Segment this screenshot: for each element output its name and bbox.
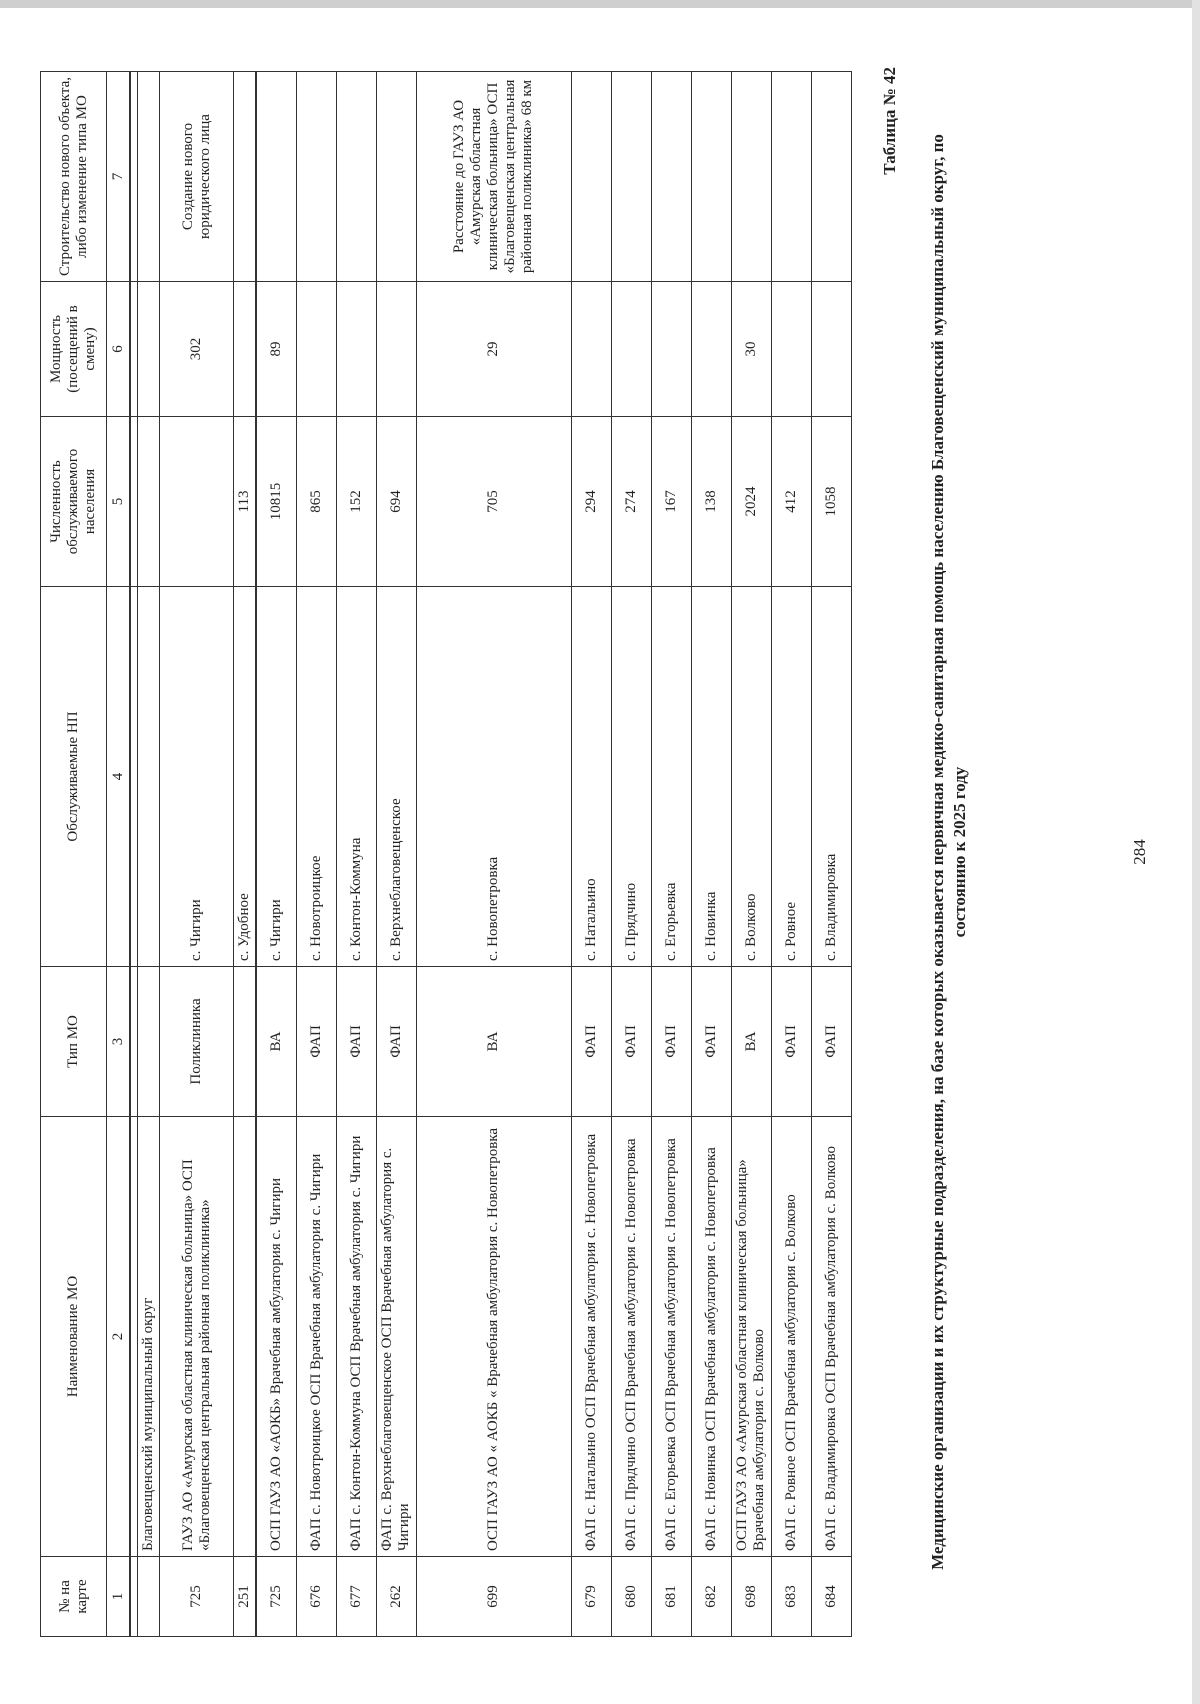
table-row (691, 72, 731, 1637)
table-cell: с. Новопетровка (416, 587, 571, 967)
table-row (771, 72, 811, 1637)
district-empty-cell (138, 1557, 160, 1637)
table-cell: ФАП с. Егорьевка ОСП Врачебная амбулатория с. Новопетровка (651, 1117, 691, 1557)
table-cell: с. Ровное (771, 587, 811, 967)
table-cell: ФАП (771, 967, 811, 1117)
table-cell (811, 282, 851, 417)
table-cell: 412 (771, 417, 811, 587)
table-cell (296, 282, 336, 417)
table-cell (376, 282, 416, 417)
table-cell: Поликлиника (160, 967, 234, 1117)
table-cell: Создание нового юридического лица (160, 72, 234, 282)
table-cell: ФАП (571, 967, 611, 1117)
table-cell: 677 (336, 1557, 376, 1637)
district-empty-cell (138, 282, 160, 417)
page-number: 284 (1130, 839, 1149, 865)
table-cell: 684 (811, 1557, 851, 1637)
table-row (160, 72, 234, 1637)
table-cell: ФАП (691, 967, 731, 1117)
separator-cell (130, 417, 138, 587)
table-cell (376, 72, 416, 282)
table-cell: с. Прядчино (611, 587, 651, 967)
table-cell (256, 72, 296, 282)
table-cell (731, 72, 771, 282)
separator-row (130, 72, 138, 1637)
index-cell: 4 (107, 587, 131, 967)
table-cell: 167 (651, 417, 691, 587)
table-cell: 262 (376, 1557, 416, 1637)
table-cell: 694 (376, 417, 416, 587)
table-cell: ФАП с. Новотроицкое ОСП Врачебная амбулатория с. Чигири (296, 1117, 336, 1557)
separator-cell (130, 967, 138, 1117)
table-cell: с. Удобное (234, 587, 257, 967)
table-cell: ФАП (611, 967, 651, 1117)
table-cell (234, 967, 257, 1117)
data-table (40, 71, 852, 1637)
column-index-row (107, 72, 131, 1637)
table-cell: 705 (416, 417, 571, 587)
table-cell (336, 72, 376, 282)
separator-cell (130, 282, 138, 417)
header-cell: Строительство нового объекта, либо изменение типа МО (41, 72, 107, 282)
table-cell: с. Егорьевка (651, 587, 691, 967)
table-cell: 294 (571, 417, 611, 587)
table-row (234, 72, 257, 1637)
table-cell: ФАП с. Натальино ОСП Врачебная амбулатория с. Новопетровка (571, 1117, 611, 1557)
table-cell: Расстояние до ГАУЗ АО «Амурская областная клиническая больница» ОСП «Благовещенская центральная районная поликлиника» 68 км (416, 72, 571, 282)
table-cell: 699 (416, 1557, 571, 1637)
table-row (731, 72, 771, 1637)
table-cell: 681 (651, 1557, 691, 1637)
table-row (376, 72, 416, 1637)
table-cell (651, 72, 691, 282)
table-cell: 152 (336, 417, 376, 587)
scan-edge-top (0, 0, 1200, 8)
table-cell: ОСП ГАУЗ АО « АОКБ « Врачебная амбулатория с. Новопетровка (416, 1117, 571, 1557)
separator-cell (130, 587, 138, 967)
table-cell: 680 (611, 1557, 651, 1637)
table-cell: 113 (234, 417, 257, 587)
header-cell: № на карте (41, 1557, 107, 1637)
table-cell: ФАП (296, 967, 336, 1117)
table-cell: ВА (256, 967, 296, 1117)
separator-cell (130, 1557, 138, 1637)
table-cell: с. Чигири (160, 587, 234, 967)
index-cell: 1 (107, 1557, 131, 1637)
table-cell: 2024 (731, 417, 771, 587)
table-cell: 302 (160, 282, 234, 417)
index-cell: 5 (107, 417, 131, 587)
table-row (571, 72, 611, 1637)
table-cell (691, 282, 731, 417)
table-cell: ФАП (336, 967, 376, 1117)
table-cell: ФАП (651, 967, 691, 1117)
header-cell: Мощность (посещений в смену) (41, 282, 107, 417)
table-cell (234, 72, 257, 282)
table-cell: с. Волково (731, 587, 771, 967)
table-cell: ФАП с. Прядчино ОСП Врачебная амбулатория с. Новопетровка (611, 1117, 651, 1557)
header-cell: Наименование МО (41, 1117, 107, 1557)
table-cell: 274 (611, 417, 651, 587)
table-cell: с. Владимировка (811, 587, 851, 967)
table-cell (571, 72, 611, 282)
index-cell: 7 (107, 72, 131, 282)
table-cell (336, 282, 376, 417)
separator-cell (130, 72, 138, 282)
header-cell: Обслуживаемые НП (41, 587, 107, 967)
table-cell: ФАП с. Верхнеблаговещенское ОСП Врачебная амбулатория с. Чигири (376, 1117, 416, 1557)
header-cell: Тип МО (41, 967, 107, 1117)
table-cell: 138 (691, 417, 731, 587)
table-cell: ФАП с. Ровное ОСП Врачебная амбулатория с. Волково (771, 1117, 811, 1557)
table-cell: 251 (234, 1557, 257, 1637)
table-cell (234, 282, 257, 417)
page-title: Медицинские организации и их структурные подразделения, на базе которых оказывается первичная медико-санитарная помощь населению Благовещенский муниципальный округ, по состоянию к 2025 году (928, 134, 969, 1570)
table-cell (811, 72, 851, 282)
table-row (256, 72, 296, 1637)
table-body (107, 72, 852, 1637)
table-cell: 1058 (811, 417, 851, 587)
district-empty-cell (138, 417, 160, 587)
table-header-row (41, 72, 107, 1637)
table-cell: с. Новотроицкое (296, 587, 336, 967)
table-cell: ФАП с. Владимировка ОСП Врачебная амбулатория с. Волково (811, 1117, 851, 1557)
table-cell: ВА (416, 967, 571, 1117)
table-cell: с. Натальино (571, 587, 611, 967)
index-cell: 3 (107, 967, 131, 1117)
table-cell: 698 (731, 1557, 771, 1637)
table-cell: ФАП (376, 967, 416, 1117)
table-caption: Таблица № 42 (880, 67, 899, 175)
table-cell (691, 72, 731, 282)
index-cell: 6 (107, 282, 131, 417)
table-cell: 10815 (256, 417, 296, 587)
table-cell (160, 417, 234, 587)
table-cell: с. Контон-Коммуна (336, 587, 376, 967)
table-cell (611, 282, 651, 417)
table-cell (771, 282, 811, 417)
table-cell (611, 72, 651, 282)
table-cell: ФАП (811, 967, 851, 1117)
table-cell: с. Новинка (691, 587, 731, 967)
table-row (416, 72, 571, 1637)
district-empty-cell (138, 72, 160, 282)
table-cell: 29 (416, 282, 571, 417)
table-cell (771, 72, 811, 282)
separator-cell (130, 1117, 138, 1557)
table-row (296, 72, 336, 1637)
table-row (651, 72, 691, 1637)
index-cell: 2 (107, 1117, 131, 1557)
table-cell: ОСП ГАУЗ АО «АОКБ» Врачебная амбулатория с. Чигири (256, 1117, 296, 1557)
table-cell: ФАП с. Новинка ОСП Врачебная амбулатория с. Новопетровка (691, 1117, 731, 1557)
table-cell (296, 72, 336, 282)
table-cell: ВА (731, 967, 771, 1117)
table-cell: 679 (571, 1557, 611, 1637)
table-cell: с. Чигири (256, 587, 296, 967)
table-cell: 676 (296, 1557, 336, 1637)
table-cell: с. Верхнеблаговещенское (376, 587, 416, 967)
table-cell: 725 (160, 1557, 234, 1637)
table-row (336, 72, 376, 1637)
table-cell: 682 (691, 1557, 731, 1637)
table-cell: 725 (256, 1557, 296, 1637)
table-cell: ГАУЗ АО «Амурская областная клиническая больница» ОСП «Благовещенская центральная районная поликлиника» (160, 1117, 234, 1557)
header-cell: Численность обслуживаемого населения (41, 417, 107, 587)
table-cell: ФАП с. Контон-Коммуна ОСП Врачебная амбулатория с. Чигири (336, 1117, 376, 1557)
table-row (811, 72, 851, 1637)
table-cell: 30 (731, 282, 771, 417)
district-name: Благовещенский муниципальный округ (138, 1117, 160, 1557)
table-cell (651, 282, 691, 417)
district-empty-cell (138, 967, 160, 1117)
table-row (611, 72, 651, 1637)
table-cell: 683 (771, 1557, 811, 1637)
table-cell: 865 (296, 417, 336, 587)
district-row (138, 72, 160, 1637)
table-cell: ОСП ГАУЗ АО «Амурская областная клиническая больница» Врачебная амбулатория с. Волково (731, 1117, 771, 1557)
rotated-page (40, 27, 1160, 1677)
table-cell (571, 282, 611, 417)
table-cell: 89 (256, 282, 296, 417)
district-empty-cell (138, 587, 160, 967)
table-cell (234, 1117, 257, 1557)
